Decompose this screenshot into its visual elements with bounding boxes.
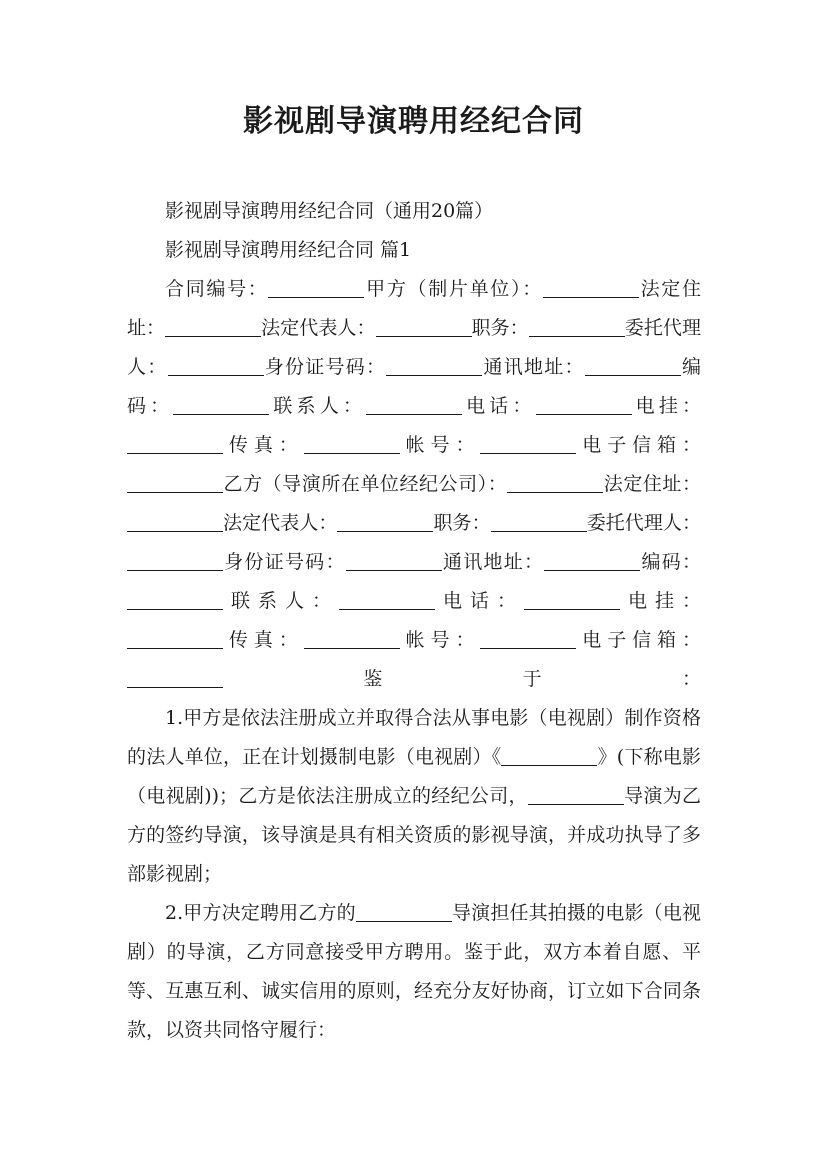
blank-line xyxy=(127,434,223,454)
blank-line xyxy=(480,629,576,649)
blank-line xyxy=(127,629,223,649)
clause-1 xyxy=(127,699,701,894)
field-party-a: 甲方（制片单位）： xyxy=(364,278,543,300)
field-account: 帐号： xyxy=(399,434,481,456)
blank-line xyxy=(339,590,435,610)
clause-1-middle: 》(下称电影（电视剧))；乙方是依法注册成立的经纪公司， xyxy=(127,746,701,807)
subtitle: 影视剧导演聘用经纪合同（通用20篇） xyxy=(165,200,494,222)
blank-line xyxy=(127,551,223,571)
blank-line xyxy=(480,434,576,454)
blank-line xyxy=(304,629,400,649)
field-telephone: 电挂： xyxy=(619,590,701,612)
blank-line xyxy=(165,317,261,337)
document-body xyxy=(127,192,701,1050)
blank-line xyxy=(501,746,597,766)
blank-line xyxy=(304,434,400,454)
blank-line xyxy=(536,395,632,415)
blank-line xyxy=(337,512,433,532)
field-phone: 电话： xyxy=(434,590,524,612)
field-legal-rep: 法定代表人： xyxy=(261,317,376,339)
blank-line xyxy=(386,356,482,376)
clause-1-prefix: 1.甲方是依法注册成立并取得合法从事电影（电视剧）制作资格的法人单位，正在计划摄制电影（电视剧）《 xyxy=(127,707,701,768)
clause-2 xyxy=(127,894,701,1050)
field-party-b: 乙方（导演所在单位经纪公司）： xyxy=(223,473,508,495)
field-email: 电子信箱： xyxy=(576,629,701,651)
field-account: 帐号： xyxy=(399,629,481,651)
blank-line xyxy=(168,356,264,376)
blank-line xyxy=(529,317,625,337)
field-mail-address: 通讯地址： xyxy=(482,356,585,378)
blank-line xyxy=(268,278,364,298)
blank-line xyxy=(127,668,223,688)
field-agent: 委托代理人： xyxy=(586,512,701,534)
field-telephone: 电挂： xyxy=(631,395,701,417)
blank-line xyxy=(127,473,223,493)
blank-line xyxy=(376,317,472,337)
blank-line xyxy=(346,551,442,571)
document-title: 影视剧导演聘用经纪合同 xyxy=(243,104,584,139)
field-email: 电子信箱： xyxy=(576,434,701,456)
blank-line xyxy=(544,551,640,571)
blank-line xyxy=(127,512,223,532)
field-postcode: 编码： xyxy=(127,356,701,417)
blank-line xyxy=(543,278,639,298)
blank-line xyxy=(507,473,603,493)
field-contract-no: 合同编号： xyxy=(165,278,269,300)
party-info-paragraph xyxy=(127,270,701,699)
blank-line xyxy=(127,590,223,610)
field-postcode: 编码： xyxy=(640,551,701,573)
blank-line xyxy=(356,902,452,922)
section-heading: 影视剧导演聘用经纪合同 篇1 xyxy=(165,239,412,261)
field-fax: 传真： xyxy=(223,629,304,651)
clause-2-prefix: 2.甲方决定聘用乙方的 xyxy=(165,902,356,924)
blank-line xyxy=(173,395,269,415)
field-contact: 联系人： xyxy=(269,395,366,417)
field-legal-address: 法定住址： xyxy=(603,473,701,495)
field-position: 职务： xyxy=(471,317,529,339)
field-contact: 联系人： xyxy=(223,590,339,612)
blank-line xyxy=(528,785,624,805)
field-position: 职务： xyxy=(433,512,491,534)
blank-line xyxy=(524,590,620,610)
field-legal-address: 法定住址： xyxy=(127,278,701,339)
field-whereas: 鉴于： xyxy=(223,668,701,690)
blank-line xyxy=(585,356,681,376)
field-phone: 电话： xyxy=(461,395,536,417)
field-id-no: 身份证号码： xyxy=(223,551,346,573)
blank-line xyxy=(491,512,587,532)
field-fax: 传真： xyxy=(223,434,304,456)
field-id-no: 身份证号码： xyxy=(263,356,387,378)
blank-line xyxy=(366,395,462,415)
clause-1-suffix: 导演为乙方的签约导演，该导演是具有相关资质的影视导演，并成功执导了多部影视剧； xyxy=(127,785,701,885)
clause-2-suffix: 导演担任其拍摄的电影（电视剧）的导演，乙方同意接受甲方聘用。鉴于此，双方本着自愿、平等、互惠互利、诚实信用的原则，经充分友好协商，订立如下合同条款，以资共同恪守履行： xyxy=(127,902,701,1041)
field-agent: 委托代理人： xyxy=(127,317,701,378)
field-mail-address: 通讯地址： xyxy=(441,551,545,573)
field-legal-rep: 法定代表人： xyxy=(223,512,338,534)
